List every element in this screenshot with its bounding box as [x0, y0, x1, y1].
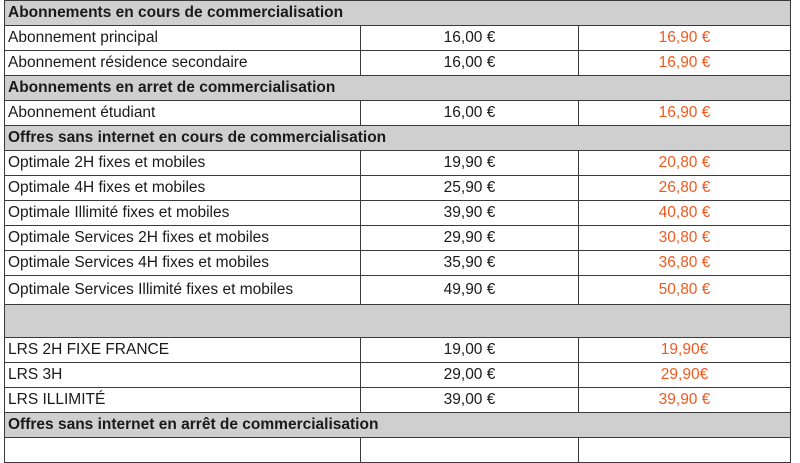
table-row: [5, 276, 791, 305]
offer-label: Abonnement principal: [5, 26, 361, 51]
offer-label: [5, 438, 361, 463]
table-row: [5, 338, 791, 363]
old-price: 16,00 €: [361, 26, 579, 51]
table-row: [5, 363, 791, 388]
offer-label: LRS 2H FIXE FRANCE: [5, 338, 361, 363]
table-row: [5, 388, 791, 413]
new-price: 40,80 €: [579, 201, 791, 226]
new-price: 26,80 €: [579, 176, 791, 201]
old-price: 29,00 €: [361, 363, 579, 388]
table-row: [5, 51, 791, 76]
old-price: 16,00 €: [361, 51, 579, 76]
new-price: 36,80 €: [579, 251, 791, 276]
offer-label: LRS 3H: [5, 363, 361, 388]
table-row: [5, 438, 791, 463]
old-price: 29,90 €: [361, 226, 579, 251]
new-price: 16,90 €: [579, 26, 791, 51]
new-price: 39,90 €: [579, 388, 791, 413]
offer-label: Abonnement résidence secondaire: [5, 51, 361, 76]
table-row: [5, 151, 791, 176]
section-header: [5, 305, 791, 338]
section-title: Offres sans internet en arrêt de commercialisation: [5, 413, 791, 438]
section-header: [5, 126, 791, 151]
table-row: [5, 176, 791, 201]
old-price: [361, 438, 579, 463]
table-row: [5, 201, 791, 226]
offer-label: Optimale Services 2H fixes et mobiles: [5, 226, 361, 251]
section-title: Abonnements en arret de commercialisation: [5, 76, 791, 101]
section-header: [5, 76, 791, 101]
old-price: 39,90 €: [361, 201, 579, 226]
section-title: [5, 305, 791, 338]
offer-label: LRS ILLIMITÉ: [5, 388, 361, 413]
section-title: Offres sans internet en cours de commercialisation: [5, 126, 791, 151]
old-price: 16,00 €: [361, 101, 579, 126]
table-row: [5, 101, 791, 126]
new-price: 50,80 €: [579, 276, 791, 305]
offer-label: Abonnement étudiant: [5, 101, 361, 126]
section-header: [5, 1, 791, 26]
offer-label: Optimale Illimité fixes et mobiles: [5, 201, 361, 226]
new-price: 16,90 €: [579, 51, 791, 76]
section-title: Abonnements en cours de commercialisation: [5, 1, 791, 26]
new-price: [579, 438, 791, 463]
price-table: [4, 0, 791, 463]
old-price: 35,90 €: [361, 251, 579, 276]
new-price: 30,80 €: [579, 226, 791, 251]
table-row: [5, 226, 791, 251]
table-row: [5, 26, 791, 51]
new-price: 16,90 €: [579, 101, 791, 126]
offer-label: Optimale Services 4H fixes et mobiles: [5, 251, 361, 276]
old-price: 25,90 €: [361, 176, 579, 201]
old-price: 39,00 €: [361, 388, 579, 413]
offer-label: Optimale 2H fixes et mobiles: [5, 151, 361, 176]
new-price: 20,80 €: [579, 151, 791, 176]
offer-label: Optimale 4H fixes et mobiles: [5, 176, 361, 201]
old-price: 19,90 €: [361, 151, 579, 176]
new-price: 19,90€: [579, 338, 791, 363]
old-price: 19,00 €: [361, 338, 579, 363]
table-row: [5, 251, 791, 276]
offer-label: Optimale Services Illimité fixes et mobiles: [5, 276, 361, 305]
new-price: 29,90€: [579, 363, 791, 388]
old-price: 49,90 €: [361, 276, 579, 305]
section-header: [5, 413, 791, 438]
